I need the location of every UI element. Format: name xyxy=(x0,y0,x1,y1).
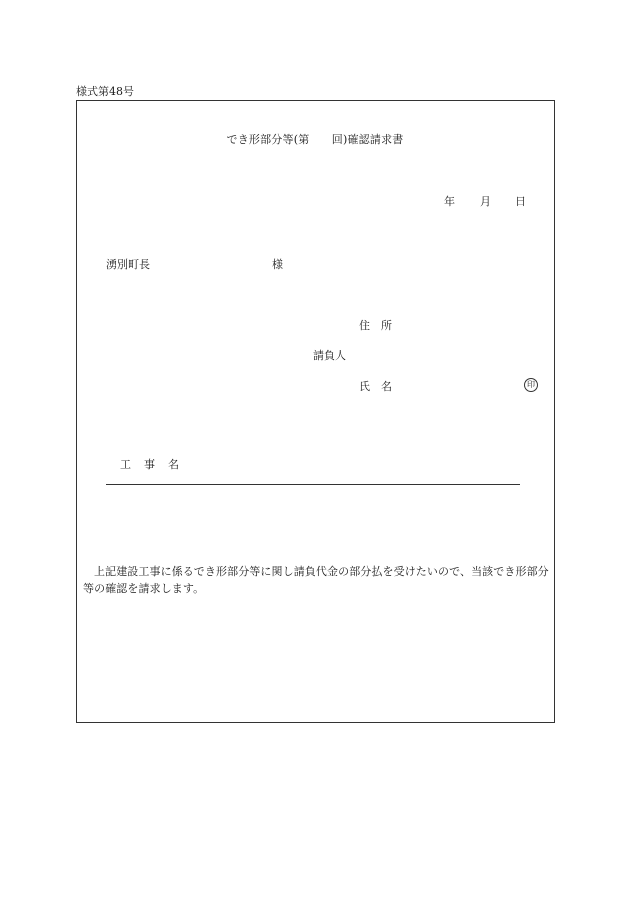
document-title: でき形部分等(第 回)確認請求書 xyxy=(226,133,404,146)
date-year-label: 年 xyxy=(444,195,455,208)
name-label: 氏 名 xyxy=(359,380,392,393)
address-label: 住 所 xyxy=(359,319,392,332)
request-statement: 上記建設工事に係るでき形部分等に関し請負代金の部分払を受けたいので、当該でき形部分等の確認を請求します。 xyxy=(83,565,549,595)
addressee-honorific: 様 xyxy=(272,258,283,271)
form-number-label: 様式第48号 xyxy=(76,85,134,98)
seal-mark-icon: 印 xyxy=(524,378,538,392)
addressee-name: 湧別町長 xyxy=(106,258,150,271)
date-month-label: 月 xyxy=(480,195,491,208)
date-day-label: 日 xyxy=(515,195,526,208)
contractor-label: 請負人 xyxy=(313,349,346,362)
project-name-underline xyxy=(106,484,520,485)
project-name-label: 工 事 名 xyxy=(120,458,180,471)
form-frame xyxy=(76,100,555,723)
